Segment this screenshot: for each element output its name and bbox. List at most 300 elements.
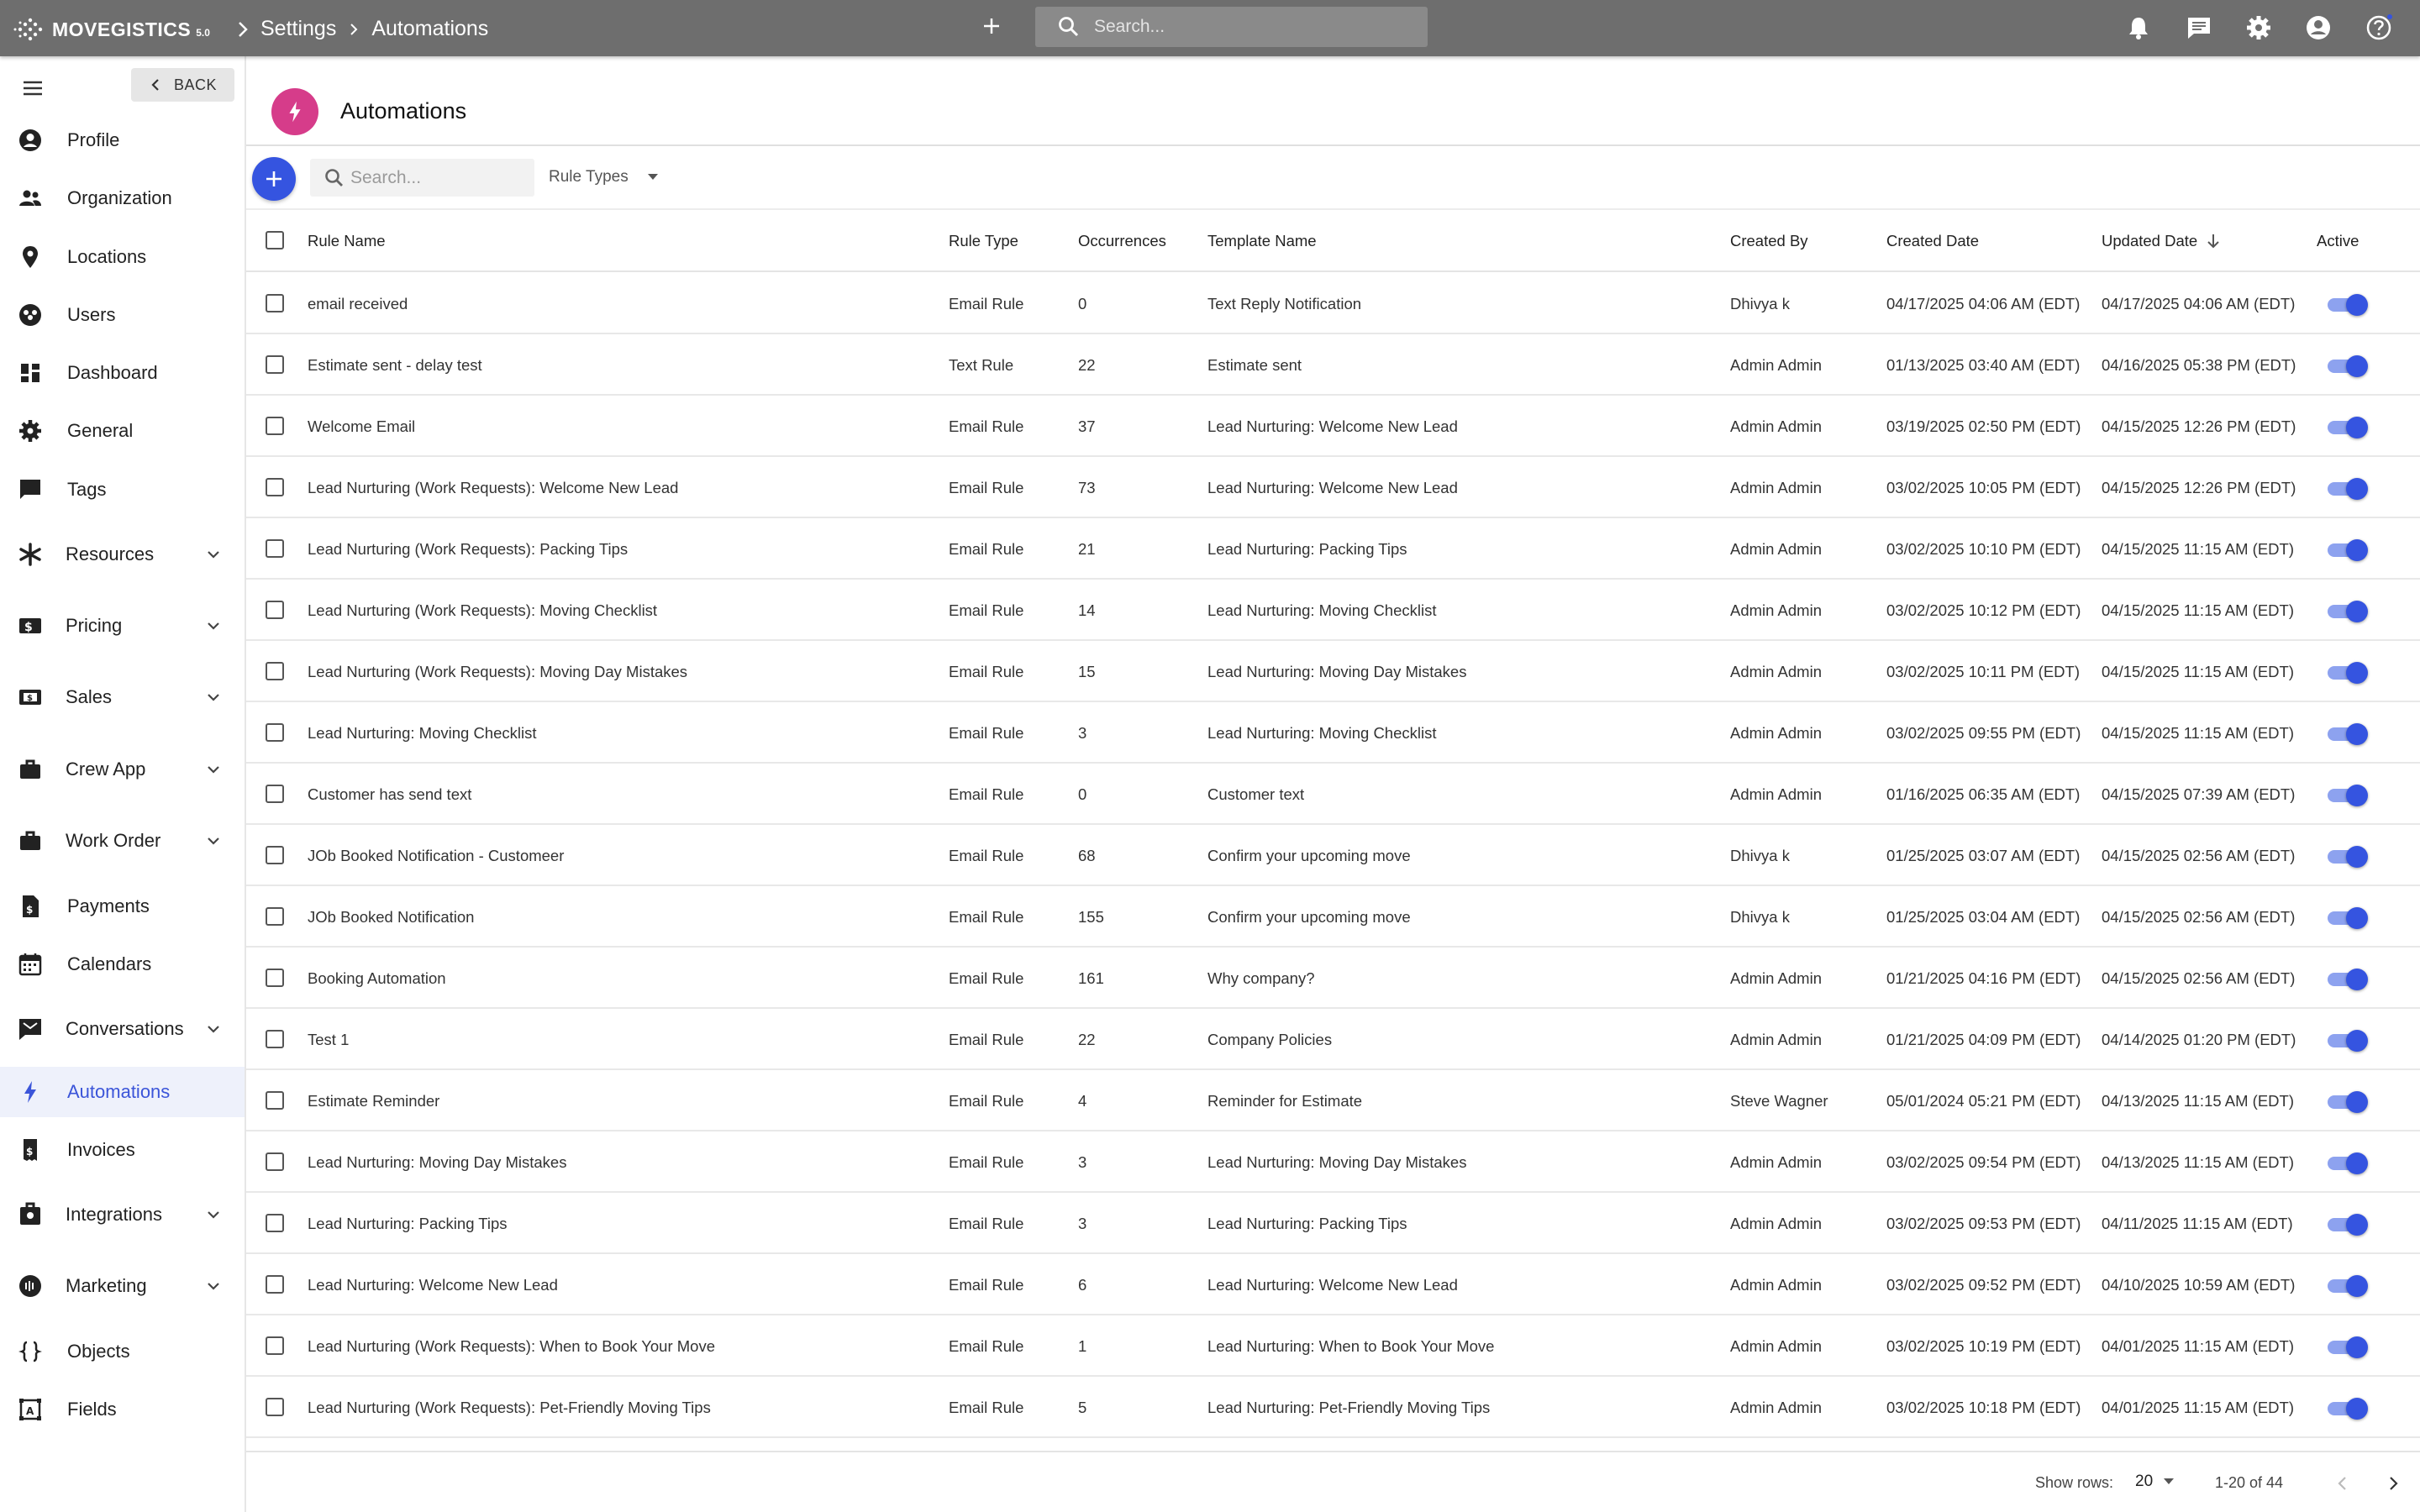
cell-created-by: Admin Admin: [1730, 1215, 1822, 1232]
show-rows-label: Show rows:: [2035, 1474, 2114, 1491]
sidebar-item-general[interactable]: [0, 406, 245, 456]
cell-template-name: Lead Nurturing: Packing Tips: [1207, 540, 1407, 558]
cell-created-date: 01/21/2025 04:16 PM (EDT): [1886, 969, 2081, 987]
dollar-icon: [17, 684, 44, 711]
toggle-knob: [2346, 294, 2368, 316]
cell-occurrences: 4: [1078, 1092, 1087, 1110]
cell-rule-type: Email Rule: [949, 724, 1024, 742]
svg-text:$: $: [26, 1146, 34, 1158]
cell-created-date: 01/16/2025 06:35 AM (EDT): [1886, 785, 2081, 803]
active-toggle[interactable]: [2328, 354, 2366, 376]
cell-created-date: 03/02/2025 10:10 PM (EDT): [1886, 540, 2081, 558]
cell-rule-type: Email Rule: [949, 540, 1024, 558]
cell-created-by: Admin Admin: [1730, 540, 1822, 558]
bolt-icon: [282, 99, 308, 124]
svg-text:$: $: [27, 694, 33, 703]
chevron-down-icon[interactable]: [202, 758, 225, 781]
active-toggle[interactable]: [2328, 906, 2366, 928]
chat-icon[interactable]: [2185, 13, 2213, 42]
cell-created-date: 01/25/2025 03:04 AM (EDT): [1886, 908, 2081, 926]
sidebar-item-integrations[interactable]: [0, 1189, 245, 1240]
cell-updated-date: 04/01/2025 11:15 AM (EDT): [2102, 1399, 2294, 1416]
cell-created-by: Admin Admin: [1730, 1399, 1822, 1416]
toggle-knob: [2346, 1091, 2368, 1113]
cell-created-date: 03/02/2025 09:54 PM (EDT): [1886, 1153, 2081, 1171]
cell-rule-type: Email Rule: [949, 1399, 1024, 1416]
cell-rule-name[interactable]: Welcome Email: [308, 417, 416, 435]
sidebar-item-fields[interactable]: [0, 1384, 245, 1435]
main-content: [246, 56, 2420, 1512]
cell-template-name: Lead Nurturing: Moving Day Mistakes: [1207, 663, 1467, 680]
automations-page-icon: [271, 88, 318, 135]
rows-per-page-value: 20: [2135, 1473, 2154, 1490]
table-row[interactable]: [246, 334, 2420, 396]
sidebar-item-marketing[interactable]: [0, 1261, 245, 1311]
cell-created-date: 03/02/2025 09:53 PM (EDT): [1886, 1215, 2081, 1232]
svg-text:$: $: [24, 621, 33, 634]
row-checkbox[interactable]: [266, 662, 284, 680]
sidebar-item-payments[interactable]: [0, 881, 245, 932]
cell-created-by: Admin Admin: [1730, 1276, 1822, 1294]
row-checkbox[interactable]: [266, 846, 284, 864]
toggle-knob: [2346, 1336, 2368, 1358]
select-all-checkbox[interactable]: [266, 231, 284, 249]
cell-template-name: Confirm your upcoming move: [1207, 908, 1411, 926]
cell-updated-date: 04/15/2025 11:15 AM (EDT): [2102, 663, 2294, 680]
cell-rule-type: Email Rule: [949, 663, 1024, 680]
cell-rule-name[interactable]: Lead Nurturing (Work Requests): When to Book Your Move: [308, 1337, 716, 1355]
breadcrumb: [225, 17, 488, 41]
row-checkbox[interactable]: [266, 1398, 284, 1416]
rows-per-page-select[interactable]: [2135, 1473, 2175, 1491]
cell-updated-date: 04/11/2025 11:15 AM (EDT): [2102, 1215, 2293, 1232]
header-updated-date[interactable]: [2102, 232, 2221, 250]
cell-rule-type: Email Rule: [949, 1031, 1024, 1048]
sidebar-item-label: Resources: [66, 543, 155, 564]
sidebar-item-users[interactable]: [0, 290, 245, 340]
table-row[interactable]: [246, 825, 2420, 886]
table-search[interactable]: [310, 159, 534, 197]
active-toggle[interactable]: [2328, 1090, 2366, 1112]
cell-rule-type: Email Rule: [949, 601, 1024, 619]
table-row[interactable]: [246, 702, 2420, 764]
cell-rule-name[interactable]: Lead Nurturing (Work Requests): Moving Day Mistakes: [308, 663, 688, 680]
chevron-down-icon[interactable]: [202, 829, 225, 853]
sidebar-item-work-order[interactable]: [0, 816, 245, 866]
toggle-knob: [2346, 601, 2368, 622]
dashboard-icon: [17, 360, 44, 386]
table-row[interactable]: [246, 1131, 2420, 1193]
rule-types-label: Rule Types: [549, 168, 629, 186]
work-bag-icon: [17, 827, 44, 854]
cell-created-by: Admin Admin: [1730, 356, 1822, 374]
row-checkbox[interactable]: [266, 907, 284, 926]
table-row[interactable]: [246, 1009, 2420, 1070]
cell-rule-name[interactable]: Test 1: [308, 1031, 350, 1048]
gear-icon[interactable]: [2244, 13, 2273, 42]
page-header: [246, 56, 2420, 146]
toggle-knob: [2346, 723, 2368, 745]
table-row[interactable]: [246, 273, 2420, 334]
cell-updated-date: 04/15/2025 07:39 AM (EDT): [2102, 785, 2296, 803]
cell-rule-type: Email Rule: [949, 1337, 1024, 1355]
sidebar-item-crew-app[interactable]: [0, 744, 245, 795]
active-toggle[interactable]: [2328, 1152, 2366, 1173]
cell-updated-date: 04/15/2025 11:15 AM (EDT): [2102, 724, 2294, 742]
sidebar-item-sales[interactable]: [0, 672, 245, 722]
chevron-down-icon[interactable]: [202, 1017, 225, 1041]
active-toggle[interactable]: [2328, 661, 2366, 683]
logo-version: 5.0: [196, 27, 210, 39]
chevron-right-icon: [235, 19, 250, 39]
chevron-down-icon[interactable]: [202, 1203, 225, 1226]
table-row[interactable]: [246, 457, 2420, 518]
sidebar-item-conversations[interactable]: [0, 1004, 245, 1054]
sidebar-item-locations[interactable]: [0, 232, 245, 282]
global-search[interactable]: [1035, 7, 1428, 47]
cell-rule-type: Email Rule: [949, 479, 1024, 496]
table-row[interactable]: [246, 518, 2420, 580]
row-checkbox[interactable]: [266, 417, 284, 435]
location-pin-icon: [17, 244, 44, 270]
cell-rule-type: Email Rule: [949, 969, 1024, 987]
table-row[interactable]: [246, 1193, 2420, 1254]
sidebar-item-dashboard[interactable]: [0, 348, 245, 398]
row-checkbox[interactable]: [266, 355, 284, 374]
cell-created-by: Admin Admin: [1730, 417, 1822, 435]
add-icon[interactable]: [979, 13, 1004, 39]
sidebar-item-label: Locations: [67, 246, 147, 267]
header-active[interactable]: Active: [2317, 232, 2360, 249]
caret-down-icon: [647, 173, 659, 181]
sidebar-item-label: Automations: [67, 1081, 171, 1102]
cell-created-date: 04/17/2025 04:06 AM (EDT): [1886, 295, 2081, 312]
svg-text:$: $: [26, 904, 34, 916]
row-checkbox[interactable]: [266, 785, 284, 803]
header-created-date[interactable]: Created Date: [1886, 232, 1980, 249]
cell-created-date: 03/02/2025 10:18 PM (EDT): [1886, 1399, 2081, 1416]
chevron-left-icon: [149, 78, 162, 92]
back-button[interactable]: [131, 68, 234, 102]
toggle-knob: [2346, 846, 2368, 868]
cell-updated-date: 04/16/2025 05:38 PM (EDT): [2102, 356, 2296, 374]
sidebar-item-automations[interactable]: [0, 1067, 245, 1117]
table-row[interactable]: [246, 1070, 2420, 1131]
cell-rule-type: Email Rule: [949, 1276, 1024, 1294]
cell-occurrences: 6: [1078, 1276, 1087, 1294]
cell-rule-type: Text Rule: [949, 356, 1014, 374]
row-checkbox[interactable]: [266, 478, 284, 496]
caret-down-icon: [2163, 1478, 2175, 1486]
cell-rule-name[interactable]: JOb Booked Notification: [308, 908, 475, 926]
toggle-knob: [2346, 355, 2368, 377]
cell-rule-name[interactable]: Lead Nurturing (Work Requests): Pet-Friendly Moving Tips: [308, 1399, 711, 1416]
toggle-knob: [2346, 1152, 2368, 1174]
calendar-icon: [17, 951, 44, 978]
account-icon[interactable]: [2304, 13, 2333, 42]
app-logo[interactable]: [12, 15, 210, 44]
toggle-knob: [2346, 785, 2368, 806]
cell-template-name: Customer text: [1207, 785, 1305, 803]
active-toggle[interactable]: [2328, 1397, 2366, 1419]
cell-rule-name[interactable]: Customer has send text: [308, 785, 472, 803]
payment-doc-icon: [17, 893, 44, 920]
sidebar-item-label: Marketing: [66, 1275, 147, 1296]
sidebar-item-label: Crew App: [66, 759, 146, 780]
toggle-knob: [2346, 1398, 2368, 1420]
table-row[interactable]: [246, 886, 2420, 948]
toggle-knob: [2346, 1214, 2368, 1236]
sidebar-item-label: Tags: [67, 479, 107, 500]
sidebar-item-label: General: [67, 420, 134, 441]
active-toggle[interactable]: [2328, 845, 2366, 867]
cell-created-date: 01/25/2025 03:07 AM (EDT): [1886, 847, 2081, 864]
fields-icon: [17, 1396, 44, 1423]
add-automation-button[interactable]: [252, 157, 296, 201]
cell-rule-type: Email Rule: [949, 785, 1024, 803]
cell-rule-name[interactable]: Estimate Reminder: [308, 1092, 440, 1110]
rule-types-filter[interactable]: [549, 168, 659, 186]
sidebar-item-label: Profile: [67, 129, 120, 150]
cell-template-name: Lead Nurturing: Moving Checklist: [1207, 601, 1437, 619]
toggle-knob: [2346, 417, 2368, 438]
cell-occurrences: 22: [1078, 356, 1096, 374]
top-bar: [0, 0, 2420, 56]
chevron-down-icon[interactable]: [202, 543, 225, 566]
sidebar-item-profile[interactable]: [0, 115, 245, 165]
chevron-down-icon[interactable]: [202, 1274, 225, 1298]
cell-updated-date: 04/15/2025 12:26 PM (EDT): [2102, 479, 2296, 496]
header-occurrences[interactable]: Occurrences: [1078, 232, 1166, 249]
breadcrumb-settings[interactable]: Settings: [260, 17, 337, 40]
cell-created-date: 03/02/2025 10:05 PM (EDT): [1886, 479, 2081, 496]
active-toggle[interactable]: [2328, 293, 2366, 315]
table-row[interactable]: [246, 580, 2420, 641]
menu-icon[interactable]: [20, 76, 45, 101]
cell-occurrences: 0: [1078, 785, 1087, 803]
cell-created-date: 01/13/2025 03:40 AM (EDT): [1886, 356, 2081, 374]
cell-created-by: Admin Admin: [1730, 785, 1822, 803]
gear-icon: [17, 417, 44, 444]
cell-rule-name[interactable]: Lead Nurturing: Packing Tips: [308, 1215, 508, 1232]
cell-rule-name[interactable]: Lead Nurturing: Welcome New Lead: [308, 1276, 558, 1294]
svg-text:A: A: [26, 1405, 34, 1417]
marketing-icon: [17, 1273, 44, 1299]
cell-template-name: Confirm your upcoming move: [1207, 847, 1411, 864]
cell-template-name: Lead Nurturing: Welcome New Lead: [1207, 1276, 1458, 1294]
cell-template-name: Lead Nurturing: Moving Day Mistakes: [1207, 1153, 1467, 1171]
row-checkbox[interactable]: [266, 601, 284, 619]
sidebar-item-pricing[interactable]: [0, 601, 245, 651]
cell-rule-type: Email Rule: [949, 1215, 1024, 1232]
cell-occurrences: 3: [1078, 1215, 1087, 1232]
active-toggle[interactable]: [2328, 1336, 2366, 1357]
cell-occurrences: 14: [1078, 601, 1096, 619]
table-row[interactable]: [246, 1315, 2420, 1377]
cell-rule-name[interactable]: email received: [308, 295, 408, 312]
cell-template-name: Lead Nurturing: When to Book Your Move: [1207, 1337, 1495, 1355]
active-toggle[interactable]: [2328, 538, 2366, 560]
table-row[interactable]: [246, 1377, 2420, 1438]
row-checkbox[interactable]: [266, 1275, 284, 1294]
people-icon: [17, 185, 44, 212]
help-icon[interactable]: [2365, 13, 2393, 42]
cell-rule-name[interactable]: Lead Nurturing: Moving Checklist: [308, 724, 537, 742]
cell-occurrences: 0: [1078, 295, 1087, 312]
person-circle-icon: [17, 127, 44, 154]
row-checkbox[interactable]: [266, 1214, 284, 1232]
cell-updated-date: 04/13/2025 11:15 AM (EDT): [2102, 1092, 2294, 1110]
chevron-down-icon[interactable]: [202, 685, 225, 709]
chevron-left-icon[interactable]: [2330, 1471, 2355, 1496]
sidebar-item-organization[interactable]: [0, 173, 245, 223]
cell-rule-type: Email Rule: [949, 847, 1024, 864]
row-checkbox[interactable]: [266, 294, 284, 312]
sidebar-item-tags[interactable]: [0, 465, 245, 515]
back-button-label: BACK: [173, 76, 218, 93]
sidebar-item-label: Users: [67, 304, 116, 325]
sidebar-item-calendars[interactable]: [0, 939, 245, 990]
page-range: 1-20 of 44: [2215, 1474, 2284, 1491]
sidebar-item-objects[interactable]: [0, 1326, 245, 1377]
logo-text: MOVEGISTICS: [52, 18, 192, 40]
toggle-knob: [2346, 969, 2368, 990]
table-row[interactable]: [246, 764, 2420, 825]
cell-rule-type: Email Rule: [949, 1092, 1024, 1110]
toggle-knob: [2346, 539, 2368, 561]
header-rule-type[interactable]: Rule Type: [949, 232, 1018, 249]
sidebar-item-label: Dashboard: [67, 362, 158, 383]
cell-created-date: 01/21/2025 04:09 PM (EDT): [1886, 1031, 2081, 1048]
sidebar-item-label: Organization: [67, 187, 172, 208]
cell-rule-type: Email Rule: [949, 295, 1024, 312]
cell-updated-date: 04/15/2025 02:56 AM (EDT): [2102, 847, 2296, 864]
sidebar-item-resources[interactable]: [0, 529, 245, 580]
cell-created-by: Admin Admin: [1730, 1337, 1822, 1355]
cell-occurrences: 21: [1078, 540, 1096, 558]
sidebar-item-label: Objects: [67, 1341, 130, 1362]
row-checkbox[interactable]: [266, 1030, 284, 1048]
bolt-icon: [17, 1079, 44, 1105]
active-toggle[interactable]: [2328, 968, 2366, 990]
cell-created-by: Admin Admin: [1730, 1153, 1822, 1171]
cell-updated-date: 04/01/2025 11:15 AM (EDT): [2102, 1337, 2294, 1355]
cell-updated-date: 04/15/2025 11:15 AM (EDT): [2102, 540, 2294, 558]
cell-occurrences: 22: [1078, 1031, 1096, 1048]
active-toggle[interactable]: [2328, 722, 2366, 744]
header-template-name[interactable]: Template Name: [1207, 232, 1317, 249]
arrow-down-sort-icon[interactable]: [2206, 233, 2221, 249]
row-checkbox[interactable]: [266, 969, 284, 987]
sidebar: [0, 56, 246, 1512]
sidebar-item-label: Fields: [67, 1399, 117, 1420]
table-row[interactable]: [246, 948, 2420, 1009]
table-row[interactable]: [246, 396, 2420, 457]
cell-created-by: Dhivya k: [1730, 295, 1790, 312]
active-toggle[interactable]: [2328, 1274, 2366, 1296]
row-checkbox[interactable]: [266, 1336, 284, 1355]
search-icon: [324, 167, 345, 189]
cell-template-name: Reminder for Estimate: [1207, 1092, 1363, 1110]
cell-template-name: Lead Nurturing: Moving Checklist: [1207, 724, 1437, 742]
sidebar-item-invoices[interactable]: [0, 1125, 245, 1175]
sidebar-item-label: Pricing: [66, 615, 123, 636]
cell-updated-date: 04/15/2025 02:56 AM (EDT): [2102, 908, 2296, 926]
header-created-by[interactable]: Created By: [1730, 232, 1808, 249]
table-search-input[interactable]: [350, 168, 527, 188]
toggle-knob: [2346, 662, 2368, 684]
header-rule-name[interactable]: Rule Name: [308, 232, 386, 249]
cell-rule-name[interactable]: Lead Nurturing (Work Requests): Packing Tips: [308, 540, 629, 558]
table-header: [246, 210, 2420, 272]
cell-template-name: Why company?: [1207, 969, 1315, 987]
cell-rule-name[interactable]: JOb Booked Notification - Customeer: [308, 847, 565, 864]
active-toggle[interactable]: [2328, 600, 2366, 622]
cell-updated-date: 04/14/2025 01:20 PM (EDT): [2102, 1031, 2296, 1048]
integration-icon: [17, 1201, 44, 1228]
sidebar-item-label: Invoices: [67, 1139, 135, 1160]
global-search-input[interactable]: [1094, 17, 1413, 37]
sidebar-item-label: Work Order: [66, 830, 161, 851]
cell-rule-name[interactable]: Lead Nurturing: Moving Day Mistakes: [308, 1153, 567, 1171]
cell-rule-name[interactable]: Lead Nurturing (Work Requests): Welcome New Lead: [308, 479, 679, 496]
cell-rule-type: Email Rule: [949, 908, 1024, 926]
row-checkbox[interactable]: [266, 1091, 284, 1110]
row-checkbox[interactable]: [266, 539, 284, 558]
bell-icon[interactable]: [2124, 13, 2153, 42]
cell-rule-name[interactable]: Estimate sent - delay test: [308, 356, 482, 374]
tag-icon: [17, 476, 44, 503]
active-toggle[interactable]: [2328, 416, 2366, 438]
cell-occurrences: 68: [1078, 847, 1096, 864]
cell-created-date: 03/02/2025 10:12 PM (EDT): [1886, 601, 2081, 619]
cell-created-by: Admin Admin: [1730, 663, 1822, 680]
cell-updated-date: 04/13/2025 11:15 AM (EDT): [2102, 1153, 2294, 1171]
cell-template-name: Text Reply Notification: [1207, 295, 1362, 312]
price-icon: [17, 612, 44, 639]
row-checkbox[interactable]: [266, 723, 284, 742]
cell-rule-name[interactable]: Booking Automation: [308, 969, 446, 987]
toggle-knob: [2346, 478, 2368, 500]
cell-created-by: Admin Admin: [1730, 724, 1822, 742]
chevron-down-icon[interactable]: [202, 614, 225, 638]
active-toggle[interactable]: [2328, 784, 2366, 806]
cell-occurrences: 3: [1078, 1153, 1087, 1171]
cell-created-by: Steve Wagner: [1730, 1092, 1828, 1110]
cell-occurrences: 73: [1078, 479, 1096, 496]
cell-updated-date: 04/17/2025 04:06 AM (EDT): [2102, 295, 2296, 312]
active-toggle[interactable]: [2328, 1029, 2366, 1051]
row-checkbox[interactable]: [266, 1152, 284, 1171]
sidebar-item-label: Payments: [67, 895, 150, 916]
cell-template-name: Company Policies: [1207, 1031, 1333, 1048]
cell-created-date: 03/02/2025 10:19 PM (EDT): [1886, 1337, 2081, 1355]
table-row[interactable]: [246, 1254, 2420, 1315]
cell-rule-type: Email Rule: [949, 1153, 1024, 1171]
users-group-icon: [17, 302, 44, 328]
header-updated-date-label: Updated Date: [2102, 232, 2198, 249]
cell-updated-date: 04/10/2025 10:59 AM (EDT): [2102, 1276, 2296, 1294]
sidebar-item-label: Sales: [66, 686, 113, 707]
active-toggle[interactable]: [2328, 1213, 2366, 1235]
chevron-right-icon[interactable]: [2381, 1471, 2406, 1496]
page-title: Automations: [340, 98, 467, 123]
active-toggle[interactable]: [2328, 477, 2366, 499]
chevron-right-icon: [346, 19, 361, 39]
cell-rule-name[interactable]: Lead Nurturing (Work Requests): Moving Checklist: [308, 601, 658, 619]
table-row[interactable]: [246, 641, 2420, 702]
sidebar-item-label: Integrations: [66, 1204, 162, 1225]
